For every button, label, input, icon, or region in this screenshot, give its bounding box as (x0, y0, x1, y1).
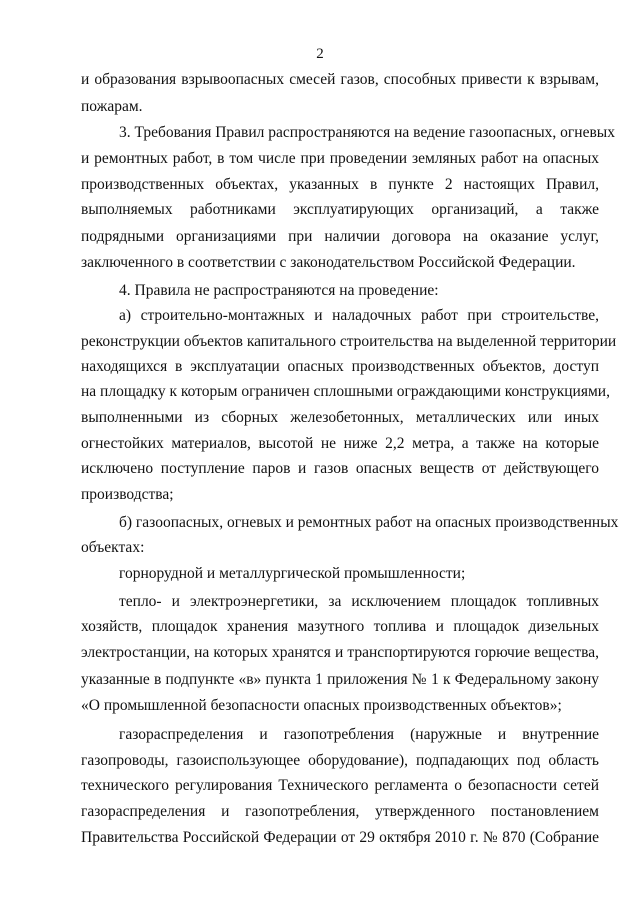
text-line: газораспределения и газопотребления (наружные и внутренние (119, 726, 599, 743)
text-line: Правительства Российской Федерации от 29 октября 2010 г. № 870 (Собрание (81, 829, 599, 846)
text-line: «О промышленной безопасности опасных производственных объектов»; (81, 697, 562, 714)
text-line: технического регулирования Технического регламента о безопасности сетей (81, 777, 599, 794)
text-line: б) газоопасных, огневых и ремонтных работ на опасных производственных (119, 514, 619, 531)
text-line: пожарам. (81, 98, 143, 115)
text-line: указанные в подпункте «в» пункта 1 приложения № 1 к Федеральному закону (81, 671, 599, 688)
text-line: 3. Требования Правил распространяются на ведение газоопасных, огневых (119, 124, 615, 141)
text-line: газопроводы, газоиспользующее оборудование), подпадающих под область (81, 752, 599, 769)
text-line: горнорудной и металлургической промышленности; (119, 565, 466, 582)
text-line: и ремонтных работ, в том числе при проведении земляных работ на опасных (81, 150, 599, 167)
text-line: выполненными из сборных железобетонных, металлических или иных (81, 409, 599, 426)
text-line: производственных объектах, указанных в пункте 2 настоящих Правил, (81, 176, 599, 193)
text-line: огнестойких материалов, высотой не ниже 2,2 метра, а также на которые (81, 435, 599, 452)
text-line: находящихся в эксплуатации опасных производственных объектов, доступ (81, 358, 599, 375)
text-line: подрядными организациями при наличии договора на оказание услуг, (81, 228, 599, 245)
text-line: хозяйств, площадок хранения мазутного топлива и площадок дизельных (81, 618, 599, 635)
text-line: 4. Правила не распространяются на проведение: (119, 282, 439, 299)
text-line: тепло- и электроэнергетики, за исключением площадок топливных (119, 593, 599, 610)
text-line: на площадку к которым ограничен сплошными ограждающими конструкциями, (81, 383, 610, 400)
text-line: газораспределения и газопотребления, утвержденного постановлением (81, 803, 599, 820)
text-line: и образования взрывоопасных смесей газов, способных привести к взрывам, (81, 71, 599, 88)
text-line: производства; (81, 486, 174, 503)
text-line: исключено поступление паров и газов опасных веществ от действующего (81, 460, 599, 477)
page-number: 2 (316, 46, 324, 62)
text-line: а) строительно-монтажных и наладочных работ при строительстве, (119, 307, 599, 324)
text-line: выполняемых работниками эксплуатирующих организаций, а также (81, 201, 599, 218)
text-line: объектах: (81, 539, 145, 556)
text-line: электростанции, на которых хранятся и транспортируются горючие вещества, (81, 644, 599, 661)
text-line: реконструкции объектов капитального строительства на выделенной территории (81, 333, 617, 350)
text-line: заключенного в соответствии с законодательством Российской Федерации. (81, 254, 576, 271)
